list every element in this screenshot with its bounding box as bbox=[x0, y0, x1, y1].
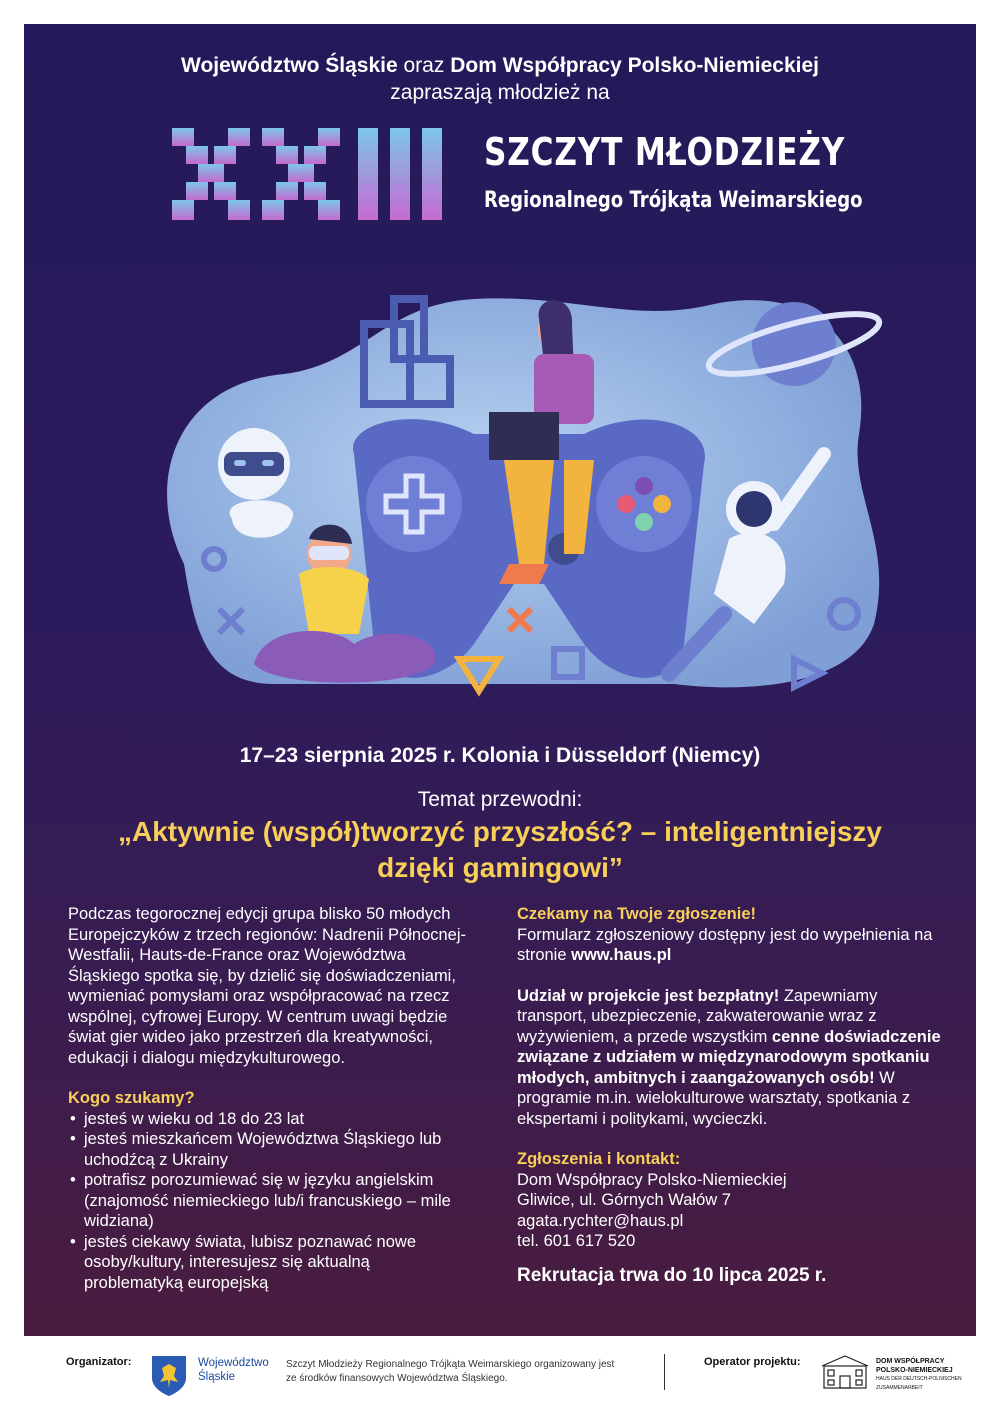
form-paragraph bbox=[517, 925, 947, 966]
theme-title bbox=[64, 814, 936, 886]
right-column bbox=[517, 904, 947, 1286]
free-text: Zapewniamy transport, ubezpieczenie, zakwaterowanie wraz z wyżywieniem, a przede wszystkim bbox=[517, 986, 878, 1046]
free-participation: Udział w projekcie jest bezpłatny! bbox=[517, 986, 780, 1005]
theme-line-1: „Aktywnie (współ)tworzyć przyszłość? – inteligentniejszy bbox=[118, 816, 882, 847]
wojew-line-1: Województwo bbox=[198, 1357, 269, 1369]
operator-label: Operator projektu: bbox=[704, 1356, 801, 1368]
website-link[interactable]: www.haus.pl bbox=[571, 946, 672, 964]
organizer-label: Organizator: bbox=[66, 1356, 132, 1368]
program-text: W programie m.in. wielokulturowe warsztaty, spotkania z ekspertami i politykami, wycieczki. bbox=[517, 1068, 911, 1128]
silesia-coat-of-arms-icon bbox=[150, 1354, 188, 1398]
recruitment-deadline: Rekrutacja trwa do 10 lipca 2025 r. bbox=[517, 1264, 827, 1286]
footer bbox=[0, 1336, 1000, 1414]
funding-line-1: Szczyt Młodzieży Regionalnego Trójkąta Weimarskiego organizowany jest bbox=[286, 1359, 615, 1370]
left-column bbox=[68, 904, 468, 1293]
gaming-illustration bbox=[114, 264, 914, 724]
summit-title: SZCZYT MŁODZIEŻY bbox=[484, 130, 846, 174]
contact-phone: tel. 601 617 520 bbox=[517, 1232, 636, 1250]
wait-heading: Czekamy na Twoje zgłoszenie! bbox=[517, 905, 757, 923]
dom-line-1: DOM WSPÓŁPRACY bbox=[876, 1358, 945, 1365]
invite-line: zapraszają młodzież na bbox=[390, 81, 610, 104]
organizer-1: Województwo Śląskie bbox=[181, 54, 398, 77]
roman-numeral-logo bbox=[172, 128, 452, 220]
dom-line-2: POLSKO-NIEMIECKIEJ bbox=[876, 1366, 953, 1374]
summit-subtitle: Regionalnego Trójkąta Weimarskiego bbox=[484, 188, 863, 213]
who-heading: Kogo szukamy? bbox=[68, 1089, 195, 1107]
dom-line-3: HAUS DER DEUTSCH-POLNISCHEN bbox=[876, 1376, 962, 1382]
participation-paragraph bbox=[517, 986, 947, 1130]
experience-text: cenne doświadczenie związane z udziałem w międzynarodowym spotkaniu młodych, ambitnych i zaangażowanych osób! bbox=[517, 1027, 941, 1087]
contact-heading: Zgłoszenia i kontakt: bbox=[517, 1150, 681, 1168]
list-item: • jesteś mieszkańcem Województwa Śląskiego lub uchodźcą z Ukrainy bbox=[68, 1129, 468, 1170]
contact-email[interactable]: agata.rychter@haus.pl bbox=[517, 1211, 684, 1230]
list-item: • jesteś w wieku od 18 do 23 lat bbox=[68, 1109, 468, 1130]
theme-line-2: dzięki gamingowi” bbox=[377, 852, 623, 883]
funding-note bbox=[286, 1358, 614, 1386]
dom-line-4: ZUSAMMENARBEIT bbox=[876, 1384, 923, 1391]
form-text: Formularz zgłoszeniowy dostępny jest do wypełnienia na stronie bbox=[517, 925, 933, 964]
poster bbox=[24, 24, 976, 1336]
footer-divider bbox=[664, 1354, 665, 1390]
criteria-list bbox=[68, 1109, 468, 1294]
theme-label: Temat przewodni: bbox=[417, 788, 583, 811]
event-date-location: 17–23 sierpnia 2025 r. Kolonia i Düsseldorf (Niemcy) bbox=[239, 744, 761, 767]
dom-logo-text bbox=[876, 1358, 962, 1392]
invitation-header bbox=[24, 52, 976, 106]
contact-org: Dom Współpracy Polsko-Niemieckiej bbox=[517, 1170, 787, 1189]
conjunction: oraz bbox=[403, 54, 445, 77]
list-item: • potrafisz porozumiewać się w języku angielskim (znajomość niemieckiego lub/i francuskiego – mile widziana) bbox=[68, 1170, 468, 1232]
intro-paragraph: Podczas tegorocznej edycji grupa blisko 50 młodych Europejczyków z trzech regionów: Nadrenii Północnej-Westfalii, Hauts-de-France oraz Województwa Śląskiego spotka się, by dzielić się doświadczeniami, wymieniać pomysłami oraz współpracować na rzecz wspólnej, cyfrowej Europy. W centrum uwagi będzie świat gier wideo jako przestrzeń dla kreatywności, edukacji i dialogu międzykulturowego. bbox=[68, 905, 467, 1067]
wojewodztwo-logo-text bbox=[198, 1356, 269, 1384]
dom-building-logo-icon bbox=[818, 1352, 872, 1392]
list-item: • jesteś ciekawy świata, lubisz poznawać nowe osoby/kultury, interesujesz się aktualną problematyką europejską bbox=[68, 1232, 468, 1294]
wojew-line-2: Śląskie bbox=[198, 1371, 236, 1383]
organizer-2: Dom Współpracy Polsko-Niemieckiej bbox=[450, 54, 819, 77]
contact-address: Gliwice, ul. Górnych Wałów 7 bbox=[517, 1191, 731, 1209]
funding-line-2: ze środków finansowych Województwa Śląskiego. bbox=[286, 1373, 508, 1384]
